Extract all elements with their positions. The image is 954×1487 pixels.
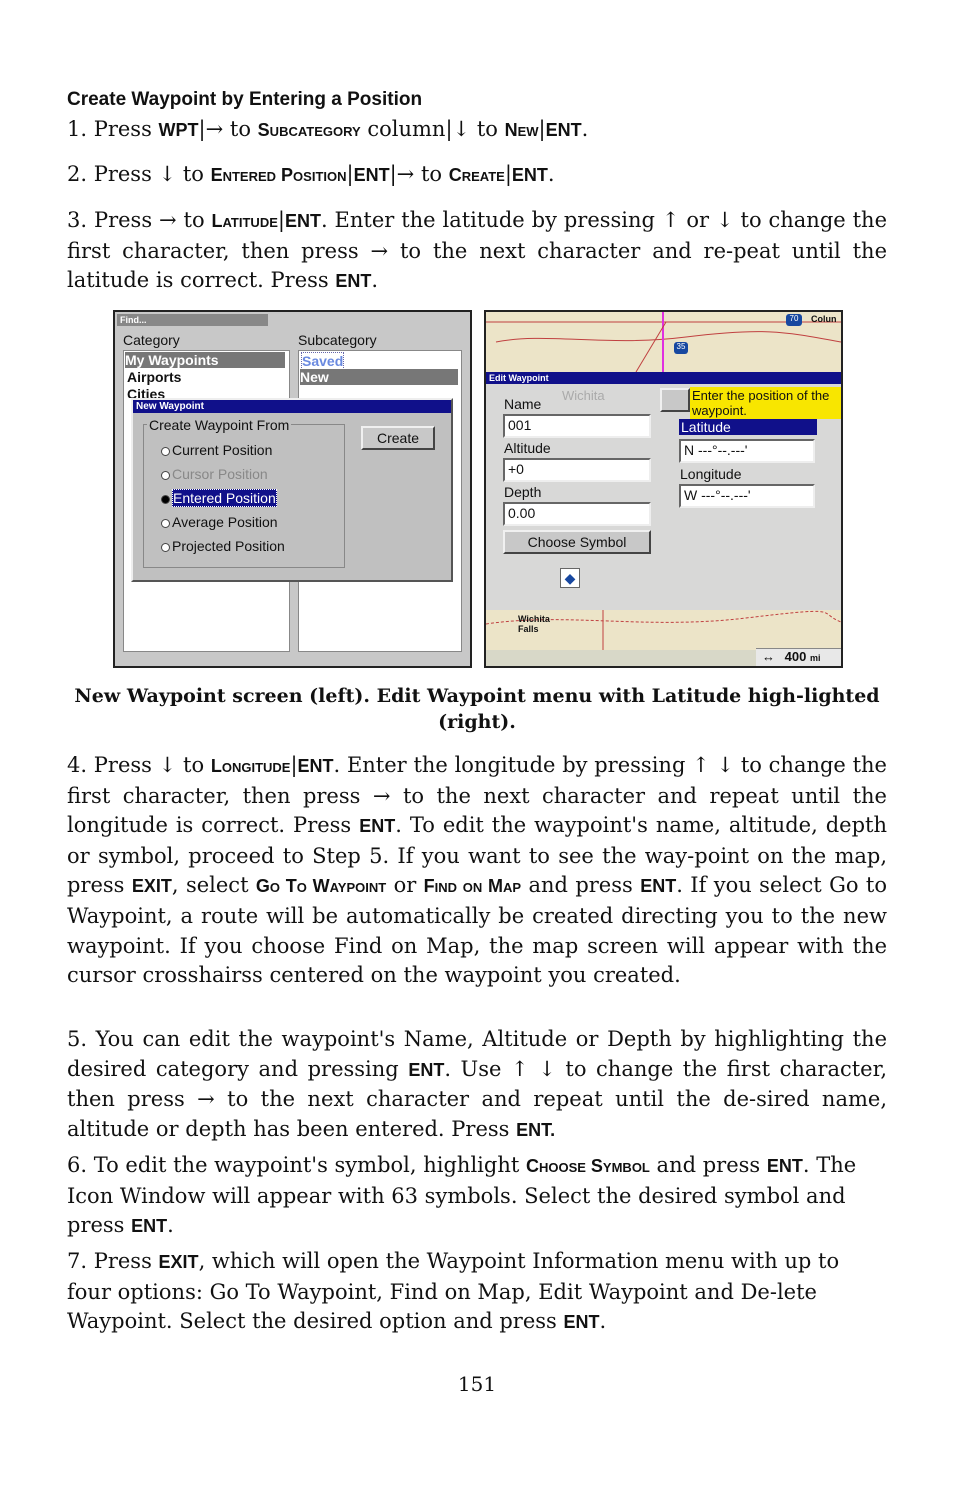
name-field[interactable]: 001 [503,414,651,438]
text: . [599,1309,607,1334]
text: 2. Press [67,162,159,186]
step-1 [67,115,887,146]
text: to [470,117,505,141]
create-button[interactable]: Create [361,426,435,450]
category-my-waypoints[interactable]: My Waypoints [125,352,285,368]
key-ent: ENT [766,1156,803,1176]
menu-longitude: Longitude [210,756,291,776]
text: . [371,268,379,293]
key-ent: ENT [131,1216,168,1237]
text: . If you select Go to Waypoint, a route will be automatically be created directing you to the new waypoint. If you choose Find on Map, the map screen will appear with the cursor crosshairss centered on the waypoint you created. [67,873,888,988]
option-label: Current Position [172,442,273,458]
menu-subcategory: Subcategory [257,120,361,140]
tooltip-anchor [660,388,690,412]
menu-entered-position: Entered Position [210,165,347,185]
separator: | [277,208,285,232]
text: , which will open the Waypoint Information menu with up to four options: Go To Waypoint, Find on Map, Edit Waypoint and De-lete Waypoint. Select the desired option and press [67,1249,840,1334]
key-exit: EXIT [158,1252,199,1272]
key-ent: ENT [284,211,321,231]
latitude-field[interactable]: N ---°--.---' [679,439,815,463]
option-label: Average Position [172,514,278,530]
subcategory-label: Subcategory [298,332,377,348]
text: . Enter the longitude by pressing [333,753,693,777]
radio-icon [161,519,170,528]
text: . The Icon Window will appear with 63 symbols. Select the desired symbol and press [67,1153,857,1238]
text: 7. Press [67,1249,159,1273]
text: and press [521,873,641,898]
key-ent: ENT [408,1059,445,1080]
depth-label: Depth [504,484,542,500]
menu-new: New [504,120,539,140]
key-exit: EXIT [131,876,172,897]
key-ent: ENT [563,1312,600,1333]
tooltip: Enter the position of the waypoint. [690,387,843,419]
interstate-shield-icon: 70 [786,314,802,326]
up-arrow: ↑ [661,208,680,232]
step-3 [67,206,887,297]
right-arrow: → [205,117,224,141]
text: to change the first character, then press [67,1056,887,1112]
key-ent: ENT. [516,1119,556,1140]
map-label-colun: Colun [811,314,837,324]
right-arrow: → [197,1087,215,1112]
figure-caption: New Waypoint screen (left). Edit Waypoint menu with Latitude high-lighted (right). [74,685,880,733]
menu-go-to-waypoint: Go To Waypoint [255,876,387,897]
option-label: Entered Position [173,490,276,506]
text: to the next character and re-peat until the latitude is correct. Press [67,238,887,293]
scale-unit: mi [809,653,821,663]
longitude-field[interactable]: W ---°--.---' [679,484,815,508]
key-ent: ENT [335,271,372,292]
category-airports[interactable]: Airports [127,369,182,385]
scale-value: 400 [784,649,807,664]
text: . Use [444,1056,512,1081]
key-ent: ENT [353,165,390,185]
step-7 [67,1247,887,1338]
text: . [167,1213,174,1238]
separator: | [538,117,546,141]
text: to [223,117,258,141]
latitude-label[interactable]: Latitude [679,419,817,435]
down-arrow: ↓ [716,753,735,777]
option-current-position[interactable] [161,442,272,458]
radio-icon [161,543,170,552]
longitude-label: Longitude [680,466,742,482]
group-label: Create Waypoint From [149,417,290,433]
down-arrow: ↓ [538,1056,556,1081]
radio-icon [161,471,170,480]
text: to change the first character, then press [67,753,887,808]
text: , select [171,873,256,898]
menu-find-on-map: Find on Map [423,876,522,897]
altitude-field[interactable]: +0 [503,458,651,482]
text: or [386,873,424,898]
text: 1. Press [67,117,159,141]
up-arrow: ↑ [692,753,710,777]
text: 4. Press [67,753,159,777]
scale-bar [756,648,841,667]
key-ent: ENT [640,876,677,897]
interstate-shield-icon: 35 [674,342,688,354]
text: 6. To edit the waypoint's symbol, highlight [67,1153,526,1177]
text: . [581,117,589,141]
text: to [176,753,211,777]
text: . Enter the latitude by pressing [320,208,662,232]
separator: | [504,162,512,186]
map-watermark: Wichita [562,388,605,403]
separator: | [445,117,453,141]
option-entered-position[interactable] [161,490,277,506]
scale-arrows-icon: ↔ [762,649,775,664]
down-arrow: ↓ [716,208,734,232]
separator: | [198,117,206,141]
page-number: 151 [457,1372,497,1396]
text: to [414,162,449,186]
key-ent: ENT [297,756,334,776]
depth-field[interactable]: 0.00 [503,502,651,526]
subcategory-new[interactable]: New [300,369,458,385]
right-arrow: → [372,783,391,808]
menu-choose-symbol: Choose Symbol [525,1156,650,1176]
subcategory-saved[interactable]: Saved [302,353,344,369]
key-ent: ENT [545,120,582,140]
down-arrow: ↓ [158,162,177,186]
edit-waypoint-panel [486,372,841,610]
right-arrow: → [370,238,389,263]
text: and press [649,1153,767,1177]
text: to the next character and repeat until the longitude is correct. Press [67,783,887,838]
right-arrow: → [396,162,415,186]
separator: | [346,162,354,186]
separator: | [290,753,298,777]
key-ent: ENT [359,816,396,837]
map-label-wichita-falls: Wichita Falls [518,614,550,634]
text: or [679,208,716,232]
up-arrow: ↑ [511,1056,529,1081]
section-heading: Create Waypoint by Entering a Position [67,89,423,110]
key-ent: ENT [511,165,548,185]
option-label: Cursor Position [172,466,268,482]
step-2 [67,160,887,191]
new-waypoint-screenshot [113,310,472,668]
down-arrow: ↓ [158,753,177,777]
key-wpt: WPT [158,120,199,140]
text: to [176,162,211,186]
find-title: Find... [117,314,268,326]
text [529,1057,539,1081]
text: 3. Press [67,208,159,232]
dialog-title: New Waypoint [133,400,451,413]
option-label: Projected Position [172,538,285,554]
menu-create: Create [448,165,505,185]
new-waypoint-dialog [131,398,453,582]
altitude-label: Altitude [504,440,551,456]
step-5 [67,1025,887,1145]
radio-icon [161,447,170,456]
down-arrow: ↓ [452,117,471,141]
menu-latitude: Latitude [211,211,278,231]
option-cursor-position[interactable] [161,466,268,482]
panel-title: Edit Waypoint [486,372,841,384]
separator: | [389,162,397,186]
text: . [547,162,555,186]
radio-selected-icon [161,495,170,504]
text: to the next character and repeat until the de-sired name, altitude or depth has been entered. Press [67,1087,887,1141]
name-label: Name [504,396,542,412]
step-4 [67,751,887,991]
text: to change the first character, then press [67,208,887,263]
text: 5. You can edit the waypoint's Name, Altitude or Depth by highlighting the desired category and pressing [67,1027,887,1081]
text: column [360,117,446,141]
option-projected-position[interactable] [161,538,285,554]
text: . To edit the waypoint's name, altitude, depth or symbol, proceed to Step 5. If you want to see the way-point on the map, press [67,813,887,898]
edit-waypoint-screenshot [484,310,843,668]
step-6 [67,1151,887,1242]
text: to [176,208,212,232]
category-label: Category [123,332,180,348]
waypoint-symbol-icon[interactable]: ◆ [560,568,580,588]
choose-symbol-button[interactable]: Choose Symbol [503,530,651,554]
category-cities[interactable]: Cities [127,386,166,398]
option-average-position[interactable] [161,514,278,530]
right-arrow: → [159,208,177,232]
